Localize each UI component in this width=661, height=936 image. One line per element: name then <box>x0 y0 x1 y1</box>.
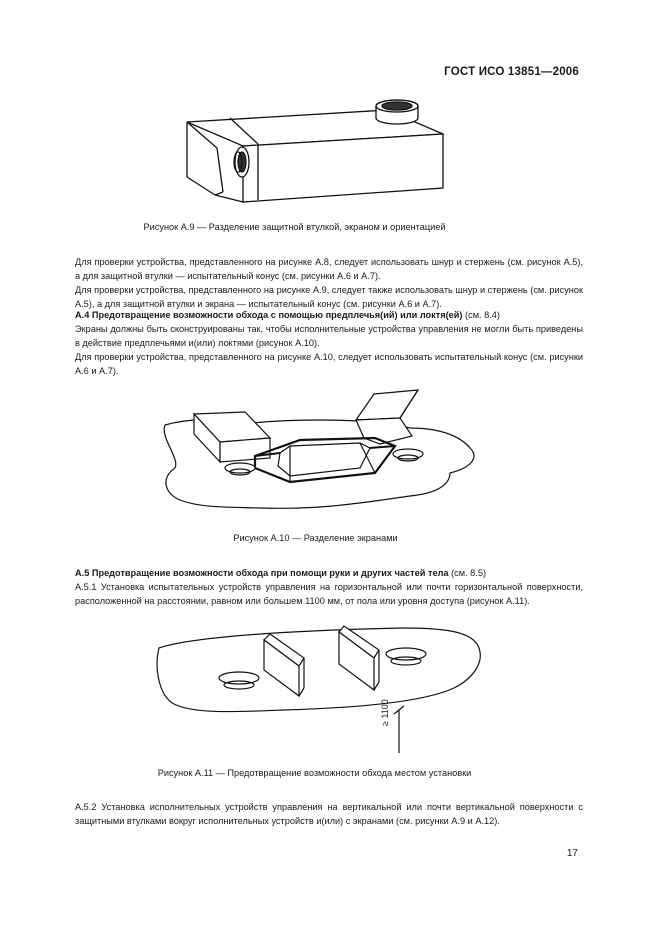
page-number: 17 <box>566 848 578 859</box>
paragraph-2: Для проверки устройства, представленного на рисунке А.9, следует также использовать шнур и стержень (см. рисунок А.5), а для защитной втулки и экрана — испытательный конус (см. рисунки А.6 и А.7). <box>75 285 583 309</box>
section-a4-heading: А.4 Предотвращение возможности обхода с помощью предплечья(ий) или локтя(ей) <box>75 310 463 320</box>
figure-a9-caption: Рисунок А.9 — Разделение защитной втулкой, экраном и ориентацией <box>143 222 446 232</box>
paragraph-5: А.5.1 Установка испытательных устройств управления на горизонтальной или почти горизонтальной поверхности, расположенной на расстоянии, равном или большем 1100 мм, от пола или уровня доступа (рисунок А.11). <box>75 582 583 606</box>
section-a5-heading: А.5 Предотвращение возможности обхода при помощи руки и других частей тела <box>75 568 449 578</box>
section-a4-heading-line <box>75 308 583 322</box>
figure-a10-drawing <box>160 388 490 520</box>
paragraph-1: Для проверки устройства, представленного на рисунке А.8, следует использовать шнур и стержень (см. рисунок А.5), а для защитной втулки — испытательный конус (см. рисунки А.6 и А.7). <box>75 257 583 281</box>
figure-a10-caption: Рисунок А.10 — Разделение экранами <box>233 533 398 543</box>
figure-a11-caption: Рисунок А.11 — Предотвращение возможности обхода местом установки <box>157 768 472 778</box>
section-a5-ref: (см. 8.5) <box>451 568 486 578</box>
paragraph-6: А.5.2 Установка исполнительных устройств управления на вертикальной или почти вертикальной поверхности с защитными втулками вокруг исполнительных устройств и(или) с экранами (см. рисунки А.9 и А.12). <box>75 802 583 826</box>
section-a4-ref: (см. 8.4) <box>465 310 500 320</box>
paragraph-3: Экраны должны быть сконструированы так, чтобы исполнительные устройства управления не могли быть приведены в действие предплечьями и(или) локтями (рисунок А.10). <box>75 324 583 348</box>
paragraph-4: Для проверки устройства, представленного на рисунке А.10, следует использовать испытательный конус (см. рисунки А.6 и А.7). <box>75 352 583 376</box>
figure-a9-drawing <box>175 92 455 207</box>
figure-a11-drawing <box>154 618 484 753</box>
document-header: ГОСТ ИСО 13851—2006 <box>444 66 579 78</box>
figure-a11-dimension-label: ≥ 1100 <box>380 699 390 726</box>
section-a5-heading-line <box>75 566 583 580</box>
